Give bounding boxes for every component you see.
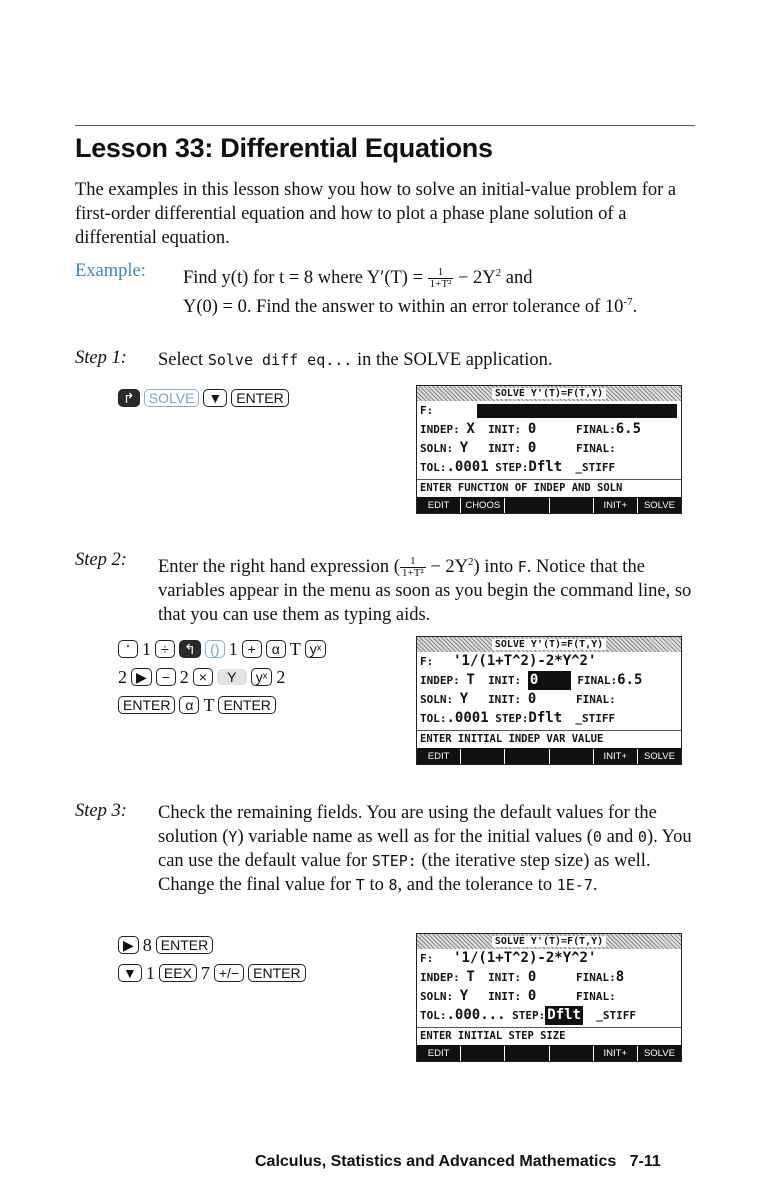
softkey-blank-2[interactable] bbox=[505, 1046, 548, 1061]
softkey-blank-3[interactable] bbox=[550, 749, 593, 764]
example-label: Example: bbox=[75, 261, 146, 281]
footer-text: Calculus, Statistics and Advanced Mathematics bbox=[255, 1153, 617, 1170]
step3-text: Check the remaining fields. You are using the default values for the solution (Y) variable name as well as for the initial values (0 and 0). You can use the default value for STEP: (the iterative step size) as well. Change the final value for T to 8, and the tolerance to 1E-7. bbox=[158, 803, 692, 895]
softkey-solve[interactable]: SOLVE bbox=[638, 498, 681, 513]
page-footer bbox=[255, 1153, 661, 1171]
step2-label: Step 2: bbox=[75, 550, 127, 570]
calculator-screen-2: SOLVE Y'(T)=F(T,Y) F: '1/(1+T^2)-2*Y^2' INDEP: T INIT: 0 FINAL:6.5 SOLN: Y INIT: 0 FINAL: TOL:.0001 STEP:Dflt _STIFF ENTER INITIAL INDEP VAR VALUE EDIT INIT+ SOLVE bbox=[416, 636, 682, 765]
softkey-blank-3[interactable] bbox=[550, 1046, 593, 1061]
softkey-choose[interactable]: CHOOS bbox=[461, 498, 504, 513]
page-title: Lesson 33: Differential Equations bbox=[75, 133, 493, 163]
highlight-bar bbox=[477, 404, 677, 418]
softkey-init[interactable]: INIT+ bbox=[594, 1046, 637, 1061]
softkey-solve[interactable]: SOLVE bbox=[638, 749, 681, 764]
down-arrow-key[interactable]: ▼ bbox=[203, 389, 227, 407]
softkey-init[interactable]: INIT+ bbox=[594, 749, 637, 764]
enter-key[interactable]: ENTER bbox=[231, 389, 288, 407]
minus-key[interactable]: − bbox=[156, 668, 176, 686]
softkey-solve[interactable]: SOLVE bbox=[638, 1046, 681, 1061]
header-rule bbox=[75, 125, 695, 126]
solve-key[interactable]: SOLVE bbox=[144, 389, 200, 407]
example-fraction: $\frac{1}{\text{1+T²}}$ bbox=[429, 266, 452, 291]
step1-text: Select Solve diff eq... in the SOLVE application. bbox=[158, 350, 553, 370]
step1-keys bbox=[116, 383, 291, 409]
enter-key-2[interactable]: ENTER bbox=[218, 696, 275, 714]
enter-key[interactable]: ENTER bbox=[118, 696, 175, 714]
softkey-blank-2[interactable] bbox=[505, 749, 548, 764]
alpha-key-2[interactable]: α bbox=[179, 696, 199, 714]
power-key[interactable]: yˣ bbox=[305, 640, 327, 658]
softkey-blank-2[interactable] bbox=[550, 498, 593, 513]
power-key-2[interactable]: yˣ bbox=[251, 668, 273, 686]
step3-keys: ▶ 8 ENTER ▼ 1 EEX 7 +/− ENTER bbox=[116, 930, 308, 986]
softkey-init[interactable]: INIT+ bbox=[594, 498, 637, 513]
softkey-blank-1[interactable] bbox=[505, 498, 548, 513]
plus-key[interactable]: + bbox=[242, 640, 262, 658]
quote-key[interactable]: ' bbox=[118, 640, 138, 658]
step2-keys: ' 1 ÷ ↰ () 1 + α T yˣ 2 ▶ − 2 × Y yˣ 2 ENTER α T ENTER bbox=[116, 634, 406, 718]
softkey-blank-1[interactable] bbox=[461, 749, 504, 764]
times-key[interactable]: × bbox=[193, 668, 213, 686]
negate-key[interactable]: +/− bbox=[214, 964, 244, 982]
step1-label: Step 1: bbox=[75, 348, 127, 368]
softkey-edit[interactable]: EDIT bbox=[417, 498, 460, 513]
parens-key[interactable]: () bbox=[205, 640, 225, 658]
enter-key-2[interactable]: ENTER bbox=[248, 964, 305, 982]
softkey-edit[interactable]: EDIT bbox=[417, 1046, 460, 1061]
enter-key[interactable]: ENTER bbox=[156, 936, 213, 954]
alpha-key[interactable]: α bbox=[266, 640, 286, 658]
calculator-screen-1: SOLVE Y'(T)=F(T,Y) F: INDEP: X INIT: 0 FINAL:6.5 SOLN: Y INIT: 0 FINAL: TOL:.0001 STEP:Dflt _STIFF ENTER FUNCTION OF INDEP AND SOLN EDIT CHOOS INIT+ SOLVE bbox=[416, 385, 682, 514]
right-shift-key[interactable]: ↱ bbox=[118, 389, 140, 407]
down-arrow-key[interactable]: ▼ bbox=[118, 964, 142, 982]
step2-text: Enter the right hand expression ( $\frac{1}{\text{1+T²}}$ − $2Y^2$) into F. Notice that the variables appear in the menu as soon as you begin the command line, so that you can use them as typing aids. bbox=[158, 555, 692, 626]
right-arrow-key[interactable]: ▶ bbox=[131, 668, 152, 686]
left-shift-key[interactable]: ↰ bbox=[179, 640, 201, 658]
divide-key[interactable]: ÷ bbox=[155, 640, 175, 658]
page-number: 7-11 bbox=[629, 1153, 661, 1170]
softkey-edit[interactable]: EDIT bbox=[417, 749, 460, 764]
intro-paragraph: The examples in this lesson show you how to solve an initial-value problem for a first-order differential equation and how to plot a phase plane solution of a differential equation. bbox=[75, 180, 677, 248]
right-arrow-key[interactable]: ▶ bbox=[118, 936, 139, 954]
example-text: Find y(t) for t = 8 where Y′(T) = $\frac{1}{\text{1+T²}}$ − $2Y^2$ and Y(0) = 0. Find the answer to within an error tolerance of $10^{-7}$. bbox=[183, 266, 638, 318]
calculator-screen-3: SOLVE Y'(T)=F(T,Y) F: '1/(1+T^2)-2*Y^2' INDEP: T INIT: 0 FINAL:8 SOLN: Y INIT: 0 FINAL: TOL:.000... STEP: Dflt _STIFF ENTER INITIAL STEP SIZE EDIT INIT+ SOLVE bbox=[416, 933, 682, 1062]
softkey-blank-1[interactable] bbox=[461, 1046, 504, 1061]
y-menu-key[interactable]: Y bbox=[217, 669, 247, 685]
eex-key[interactable]: EEX bbox=[159, 964, 197, 982]
step3-label: Step 3: bbox=[75, 801, 127, 821]
